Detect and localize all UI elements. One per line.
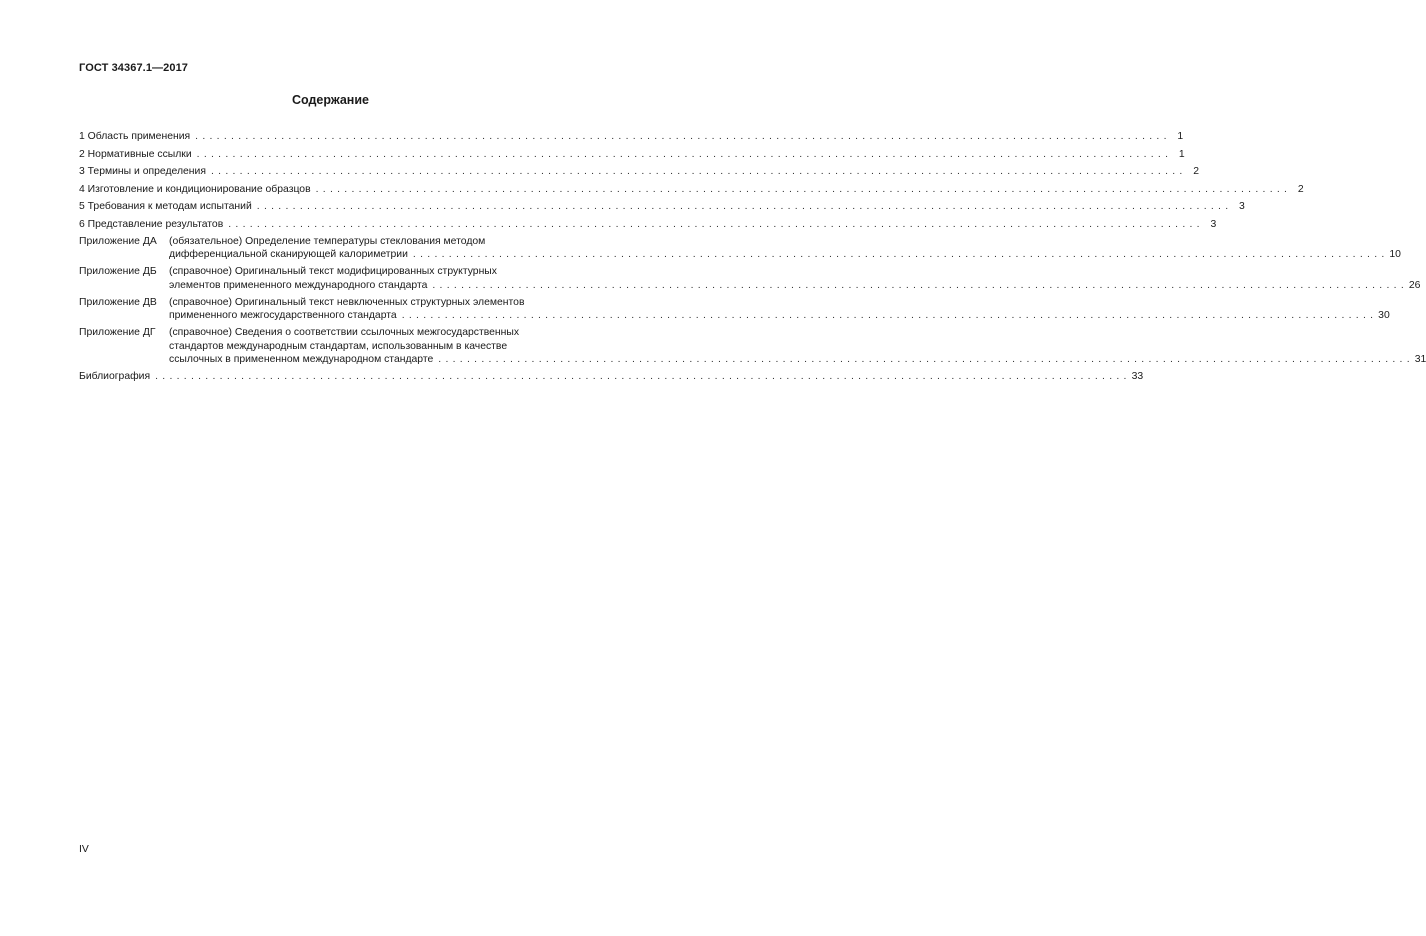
dot-leader: [413, 248, 1385, 261]
toc-entry-results[interactable]: [79, 218, 1217, 231]
table-of-contents: [79, 130, 1426, 388]
dot-leader: [316, 183, 1288, 196]
toc-entry-page: 26: [1408, 279, 1421, 291]
toc-appendix-db[interactable]: [79, 265, 1421, 292]
toc-appendix-dv[interactable]: [79, 296, 1390, 323]
toc-entry-text: 3 Термины и определения: [79, 166, 206, 178]
toc-entry-test-requirements[interactable]: [79, 200, 1245, 213]
toc-entry-normative-references[interactable]: [79, 148, 1185, 161]
toc-entry-page: 1: [1178, 148, 1185, 160]
appendix-title-last-line: дифференциальной сканирующей калориметрии: [169, 249, 408, 261]
dot-leader: [155, 370, 1127, 383]
toc-entry-page: 2: [1297, 183, 1304, 195]
appendix-title-last-line: примененного межгосударственного стандарта: [169, 310, 397, 322]
toc-entry-text: 2 Нормативные ссылки: [79, 148, 192, 160]
appendix-title-line: (справочное) Оригинальный текст модифицированных структурных: [169, 266, 497, 278]
toc-entry-page: 1: [1177, 131, 1184, 142]
toc-appendix-da[interactable]: [79, 235, 1401, 262]
toc-entry-page: 33: [1131, 371, 1144, 382]
toc-entry-text: 1 Область применения: [79, 131, 191, 142]
dot-leader: [438, 353, 1410, 366]
dot-leader: [197, 148, 1169, 161]
toc-entry-text: 5 Требования к методам испытаний: [79, 201, 252, 213]
toc-entry-page: 30: [1378, 310, 1390, 322]
dot-leader: [228, 218, 1200, 231]
document-code: ГОСТ 34367.1—2017: [79, 62, 189, 74]
toc-entry-text: Библиография: [79, 371, 151, 382]
dot-leader: [257, 200, 1229, 213]
toc-entry-terms[interactable]: [79, 165, 1200, 178]
toc-entry-page: 3: [1239, 201, 1245, 213]
appendix-title-line: (справочное) Сведения о соответствии ссылочных межгосударственных: [169, 327, 520, 339]
toc-appendix-dg[interactable]: [79, 326, 1426, 366]
appendix-label: Приложение ДА: [79, 235, 157, 247]
appendix-title-line: (справочное) Оригинальный текст невключенных структурных элементов: [169, 296, 525, 308]
dot-leader: [195, 130, 1167, 143]
toc-entry-specimens[interactable]: [79, 183, 1304, 196]
toc-entry-page: 31: [1414, 354, 1426, 365]
toc-entry-bibliography[interactable]: [79, 370, 1144, 383]
toc-entry-page: 3: [1210, 218, 1217, 230]
appendix-label: Приложение ДВ: [79, 296, 157, 308]
toc-entry-text: 6 Представление результатов: [79, 218, 224, 230]
toc-title: Содержание: [291, 93, 369, 107]
toc-entry-page: 10: [1389, 249, 1401, 261]
appendix-label: Приложение ДБ: [79, 266, 157, 278]
toc-entry-page: 2: [1193, 166, 1200, 178]
dot-leader: [432, 279, 1404, 292]
page-number: IV: [79, 844, 89, 855]
appendix-title-last-line: элементов примененного международного стандарта: [169, 279, 428, 291]
toc-entry-text: 4 Изготовление и кондиционирование образцов: [79, 183, 311, 195]
appendix-title-line: (обязательное) Определение температуры стеклования методом: [169, 235, 486, 247]
toc-entry-scope[interactable]: [79, 130, 1184, 143]
dot-leader: [402, 309, 1374, 322]
appendix-label: Приложение ДГ: [79, 327, 156, 339]
dot-leader: [211, 165, 1183, 178]
appendix-title-line: стандартов международным стандартам, использованным в качестве: [169, 340, 508, 352]
appendix-title-last-line: ссылочных в примененном международном стандарте: [169, 354, 434, 365]
